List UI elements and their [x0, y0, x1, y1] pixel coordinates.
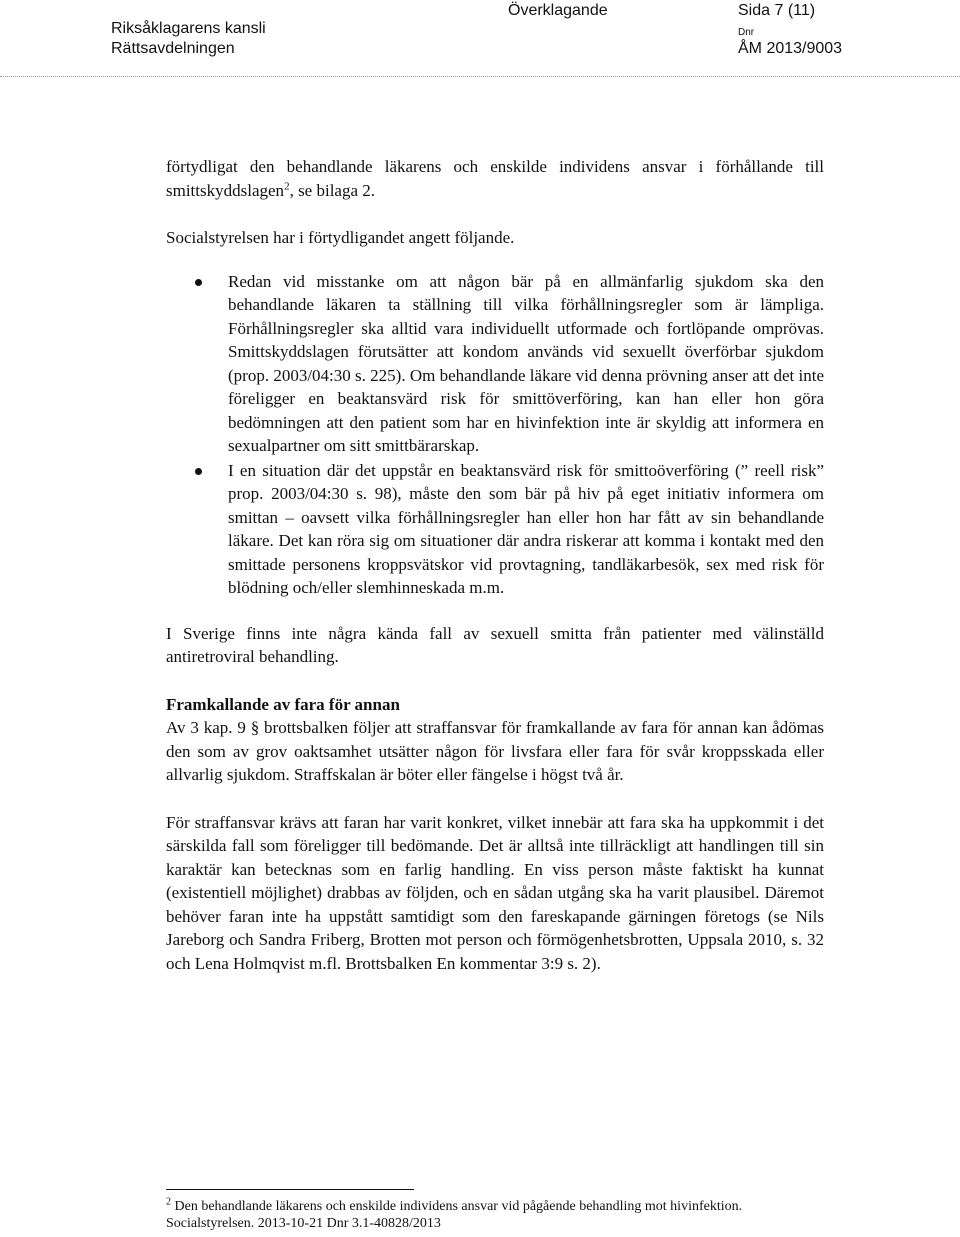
document-body	[166, 155, 824, 975]
bullet-list	[166, 270, 824, 600]
paragraph-forty: förtydligat den behandlande läkarens och enskilde individens ansvar i förhållande till smittskyddslagen$^2$, se bilaga 2.	[166, 157, 824, 200]
header-doc-type: Överklagande	[508, 2, 608, 19]
paragraph-sverige: I Sverige finns inte några kända fall av sexuell smitta från patienter med välinställd antiretroviral behandling.	[166, 623, 824, 666]
header-dnr-label: Dnr	[738, 27, 755, 38]
footnote	[166, 1198, 816, 1232]
section-heading: Framkallande av fara för annan	[166, 694, 400, 714]
header-page-number: Sida 7 (11)	[738, 2, 816, 19]
paragraph-socialstyrelsen: Socialstyrelsen har i förtydligandet angett följande.	[166, 228, 515, 247]
header-dept: Rättsavdelningen	[111, 40, 235, 57]
header-org: Riksåklagarens kansli	[111, 20, 266, 37]
footnote-text: Den behandlande läkarens och enskilde individens ansvar vid pågående behandling mot hivinfektion. Socialstyrelsen. 2013-10-21 Dnr 3.1-40828/2013	[166, 1199, 743, 1231]
footnote-number: 2	[166, 1196, 171, 1208]
list-item: Redan vid misstanke om att någon bär på en allmänfarlig sjukdom ska den behandlande läkaren ta ställning till vilka förhållningsregler som är lämpliga. Förhållningsregler ska alltid vara individuellt utformade och fortlöpande omprövas. Smittskyddslagen förutsätter att kondom används vid sexuellt överförbar sjukdom (prop. 2003/04:30 s. 225). Om behandlande läkare vid denna prövning anser att det inte föreligger en beaktansvärd risk för smittöverföring, kan han eller hon göra bedömningen att den patient som har en hivinfektion inte är skyldig att informera en sexualpartner om sitt smittbärarskap.	[166, 270, 824, 458]
bullet-icon	[195, 279, 202, 286]
paragraph-brottsbalken: Av 3 kap. 9 § brottsbalken följer att straffansvar för framkallande av fara för annan kan ådömas den som av grov oaktsamhet utsätter någon för livsfara eller fara för svår kroppsskada eller allvarlig sjukdom. Straffskalan är böter eller fängelse i högst två år.	[166, 718, 824, 784]
header-dnr: ÅM 2013/9003	[738, 40, 843, 57]
list-item: I en situation där det uppstår en beaktansvärd risk för smittoöverföring (” reell risk” prop. 2003/04:30 s. 98), måste den som bär på hiv på eget initiativ informera om smittan – oavsett vilka förhållningsregler han eller hon har fått av sin behandlande läkare. Det kan röra sig om situationer där andra riskerar att komma i kontakt med den smittade personens kroppsvätskor vid provtagning, tandläkarbesök, sex med risk för blödning och/eller slemhinneskada m.m.	[166, 459, 824, 600]
footnote-divider	[166, 1189, 414, 1190]
footnote-ref: 2	[284, 179, 290, 192]
header-divider	[0, 76, 960, 77]
paragraph-straffansvar: För straffansvar krävs att faran har varit konkret, vilket innebär att fara ska ha uppkommit i det särskilda fall som föreligger till bedömande. Det är alltså inte tillräckligt att handlingen till sin karaktär kan betecknas som en farlig handling. En viss person måste faktiskt ha kunnat (existentiell möjlighet) drabbas av följden, och en sådan utgång ska ha varit plausibel. Däremot behöver faran inte ha uppstått samtidigt som den fareskapande gärningen företogs (se Nils Jareborg och Sandra Friberg, Brotten mot person och förmögenhetsbrotten, Uppsala 2010, s. 32 och Lena Holmqvist m.fl. Brottsbalken En kommentar 3:9 s. 2).	[166, 812, 824, 973]
bullet-icon	[195, 468, 202, 475]
